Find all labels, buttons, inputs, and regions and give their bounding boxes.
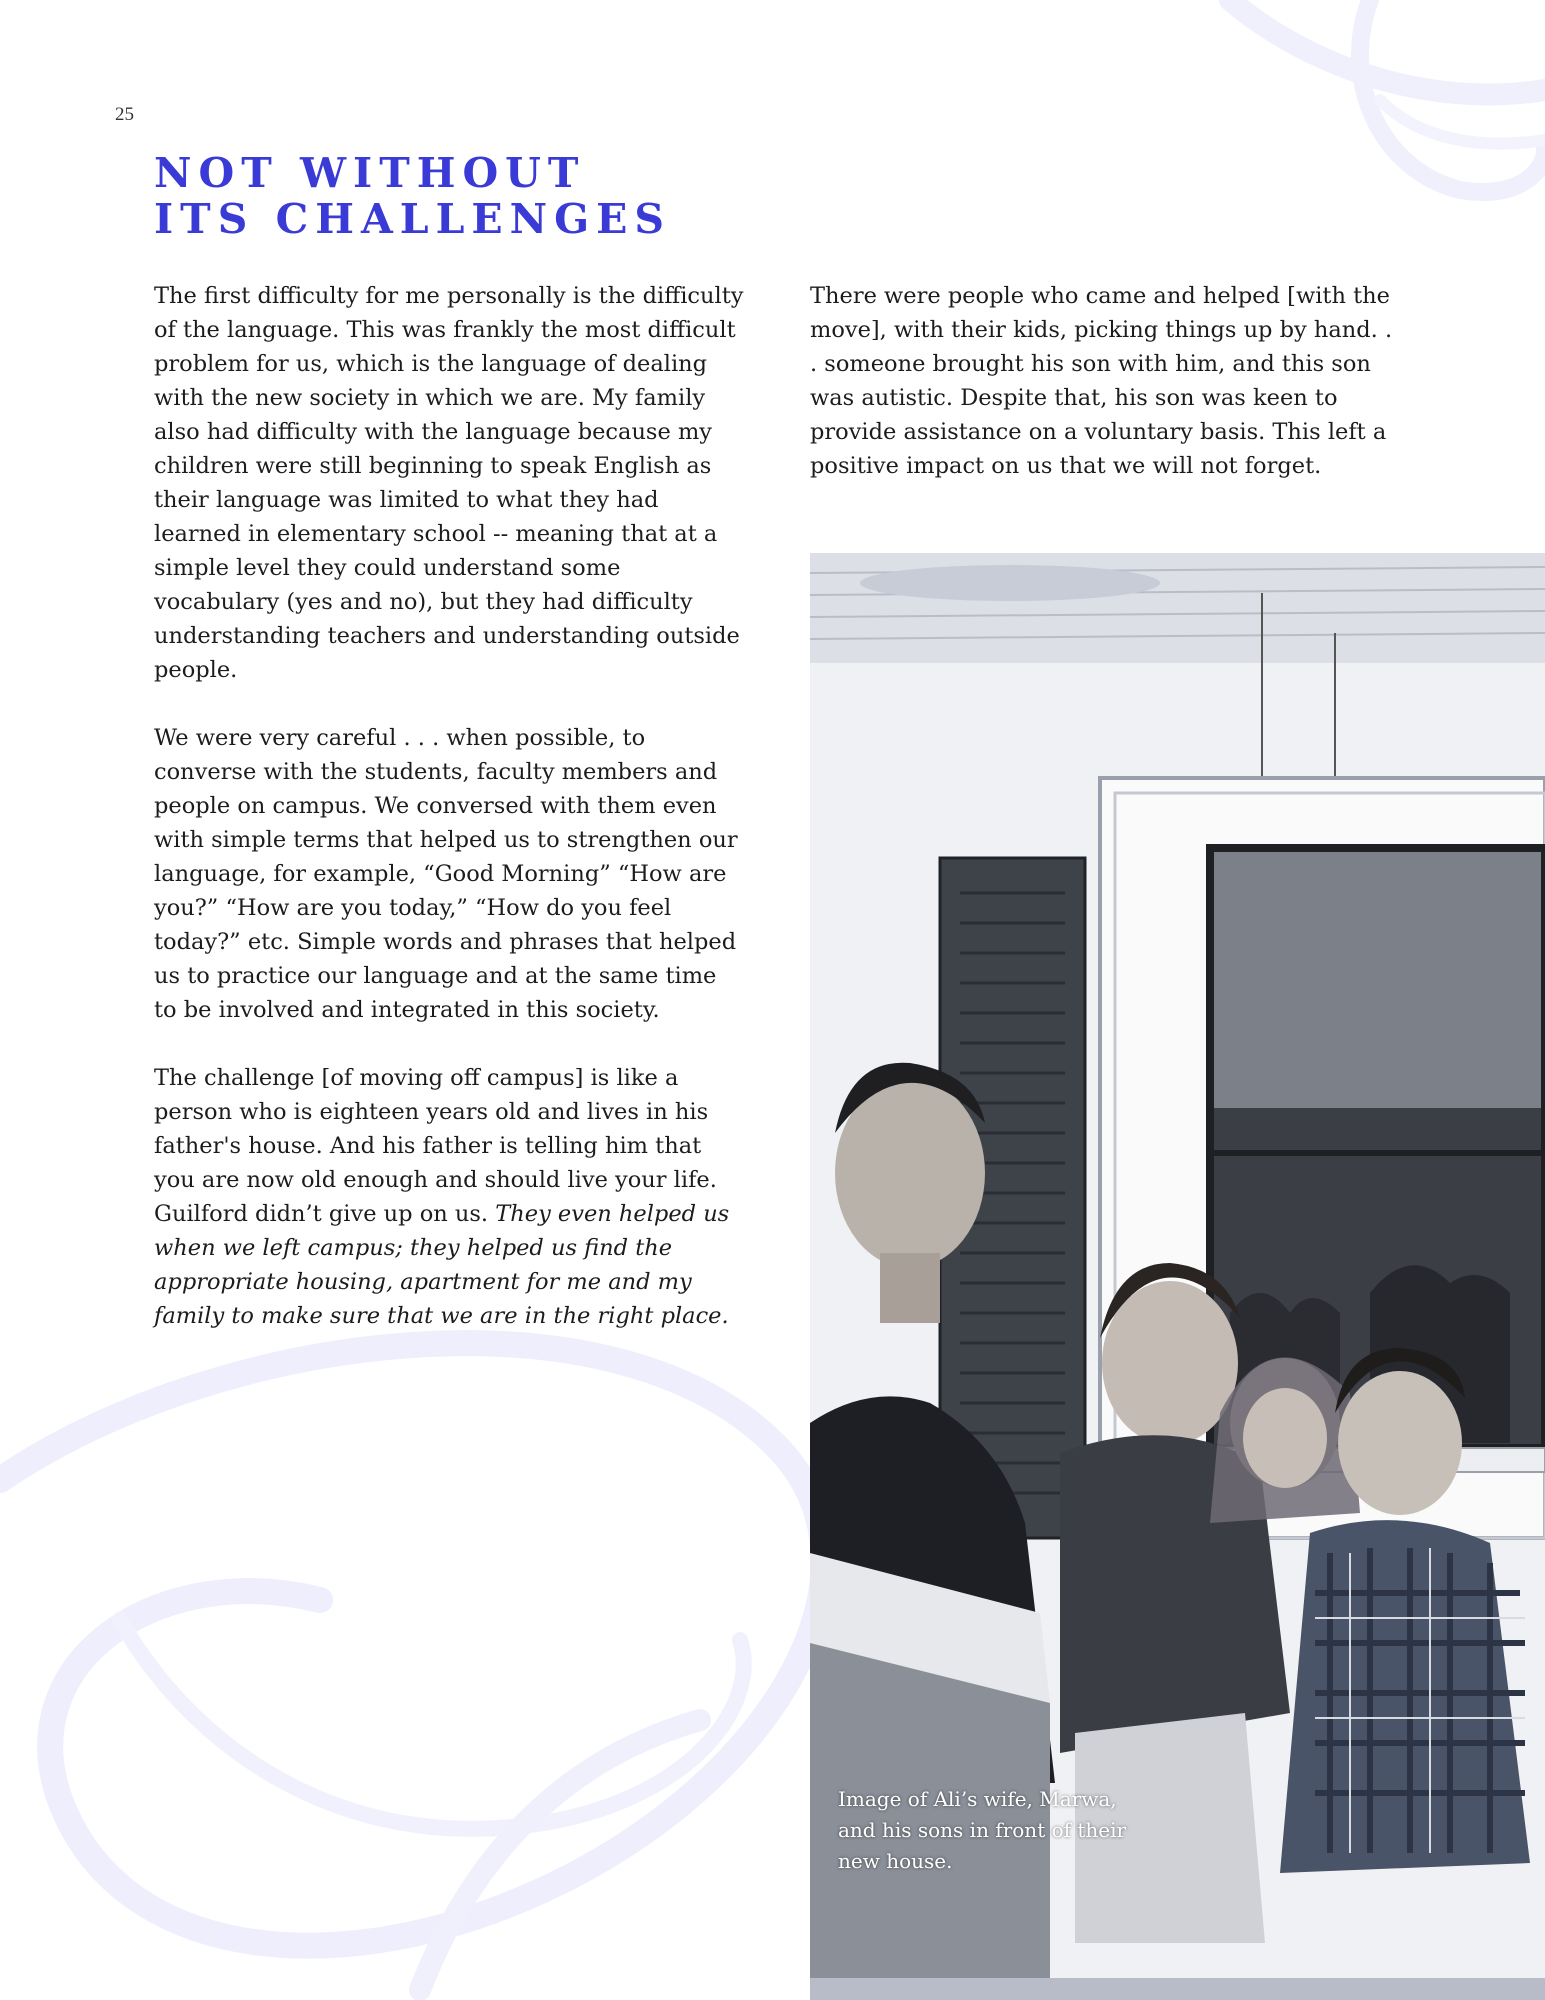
right-paragraph-1: There were people who came and helped [with the move], with their kids, picking things up by hand. . . someone brought his son with him, and this son was autistic. Despite that, his son was keen to provide assistance on a voluntary basis. This left a positive impact on us that we will not forget. <box>810 283 1393 479</box>
left-column <box>154 279 744 1367</box>
left-paragraph-3-italic: They even helped us when we left campus; they helped us find the appropriate housing, apartment for me and my family to make sure that we are in the right place. <box>154 1201 730 1329</box>
right-column <box>810 279 1400 517</box>
left-paragraph-3-plain: The challenge [of moving off campus] is like a person who is eighteen years old and lives in his father's house. And his father is telling him that you are now old enough and should live your life. Guilford didn’t give up on us. <box>154 1065 717 1227</box>
page-number: 25 <box>115 104 134 125</box>
page-title-line-1: NOT WITHOUT <box>154 149 586 197</box>
page-title <box>154 150 671 242</box>
left-paragraph-2: We were very careful . . . when possible, to converse with the students, faculty members and people on campus. We conversed with them even with simple terms that helped us to strengthen our language, for example, “Good Morning” “How are you?” “How are you today,” “How do you feel today?” etc. Simple words and phrases that helped us to practice our language and at the same time to be involved and integrated in this society. <box>154 725 738 1023</box>
left-paragraph-3 <box>154 1061 744 1333</box>
photo-caption: Image of Ali’s wife, Marwa, and his sons in front of their new house. <box>838 1787 1127 1873</box>
page-title-line-2: ITS CHALLENGES <box>154 195 672 243</box>
left-paragraph-1: The first difficulty for me personally is the difficulty of the language. This was frankly the most difficult problem for us, which is the language of dealing with the new society in which we are. My family also had difficulty with the language because my children were still beginning to speak English as their language was limited to what they had learned in elementary school -- meaning that at a simple level they could understand some vocabulary (yes and no), but they had difficulty understanding teachers and understanding outside people. <box>154 283 744 683</box>
family-photo-illustration <box>810 553 1545 2000</box>
family-photo <box>810 553 1545 2000</box>
